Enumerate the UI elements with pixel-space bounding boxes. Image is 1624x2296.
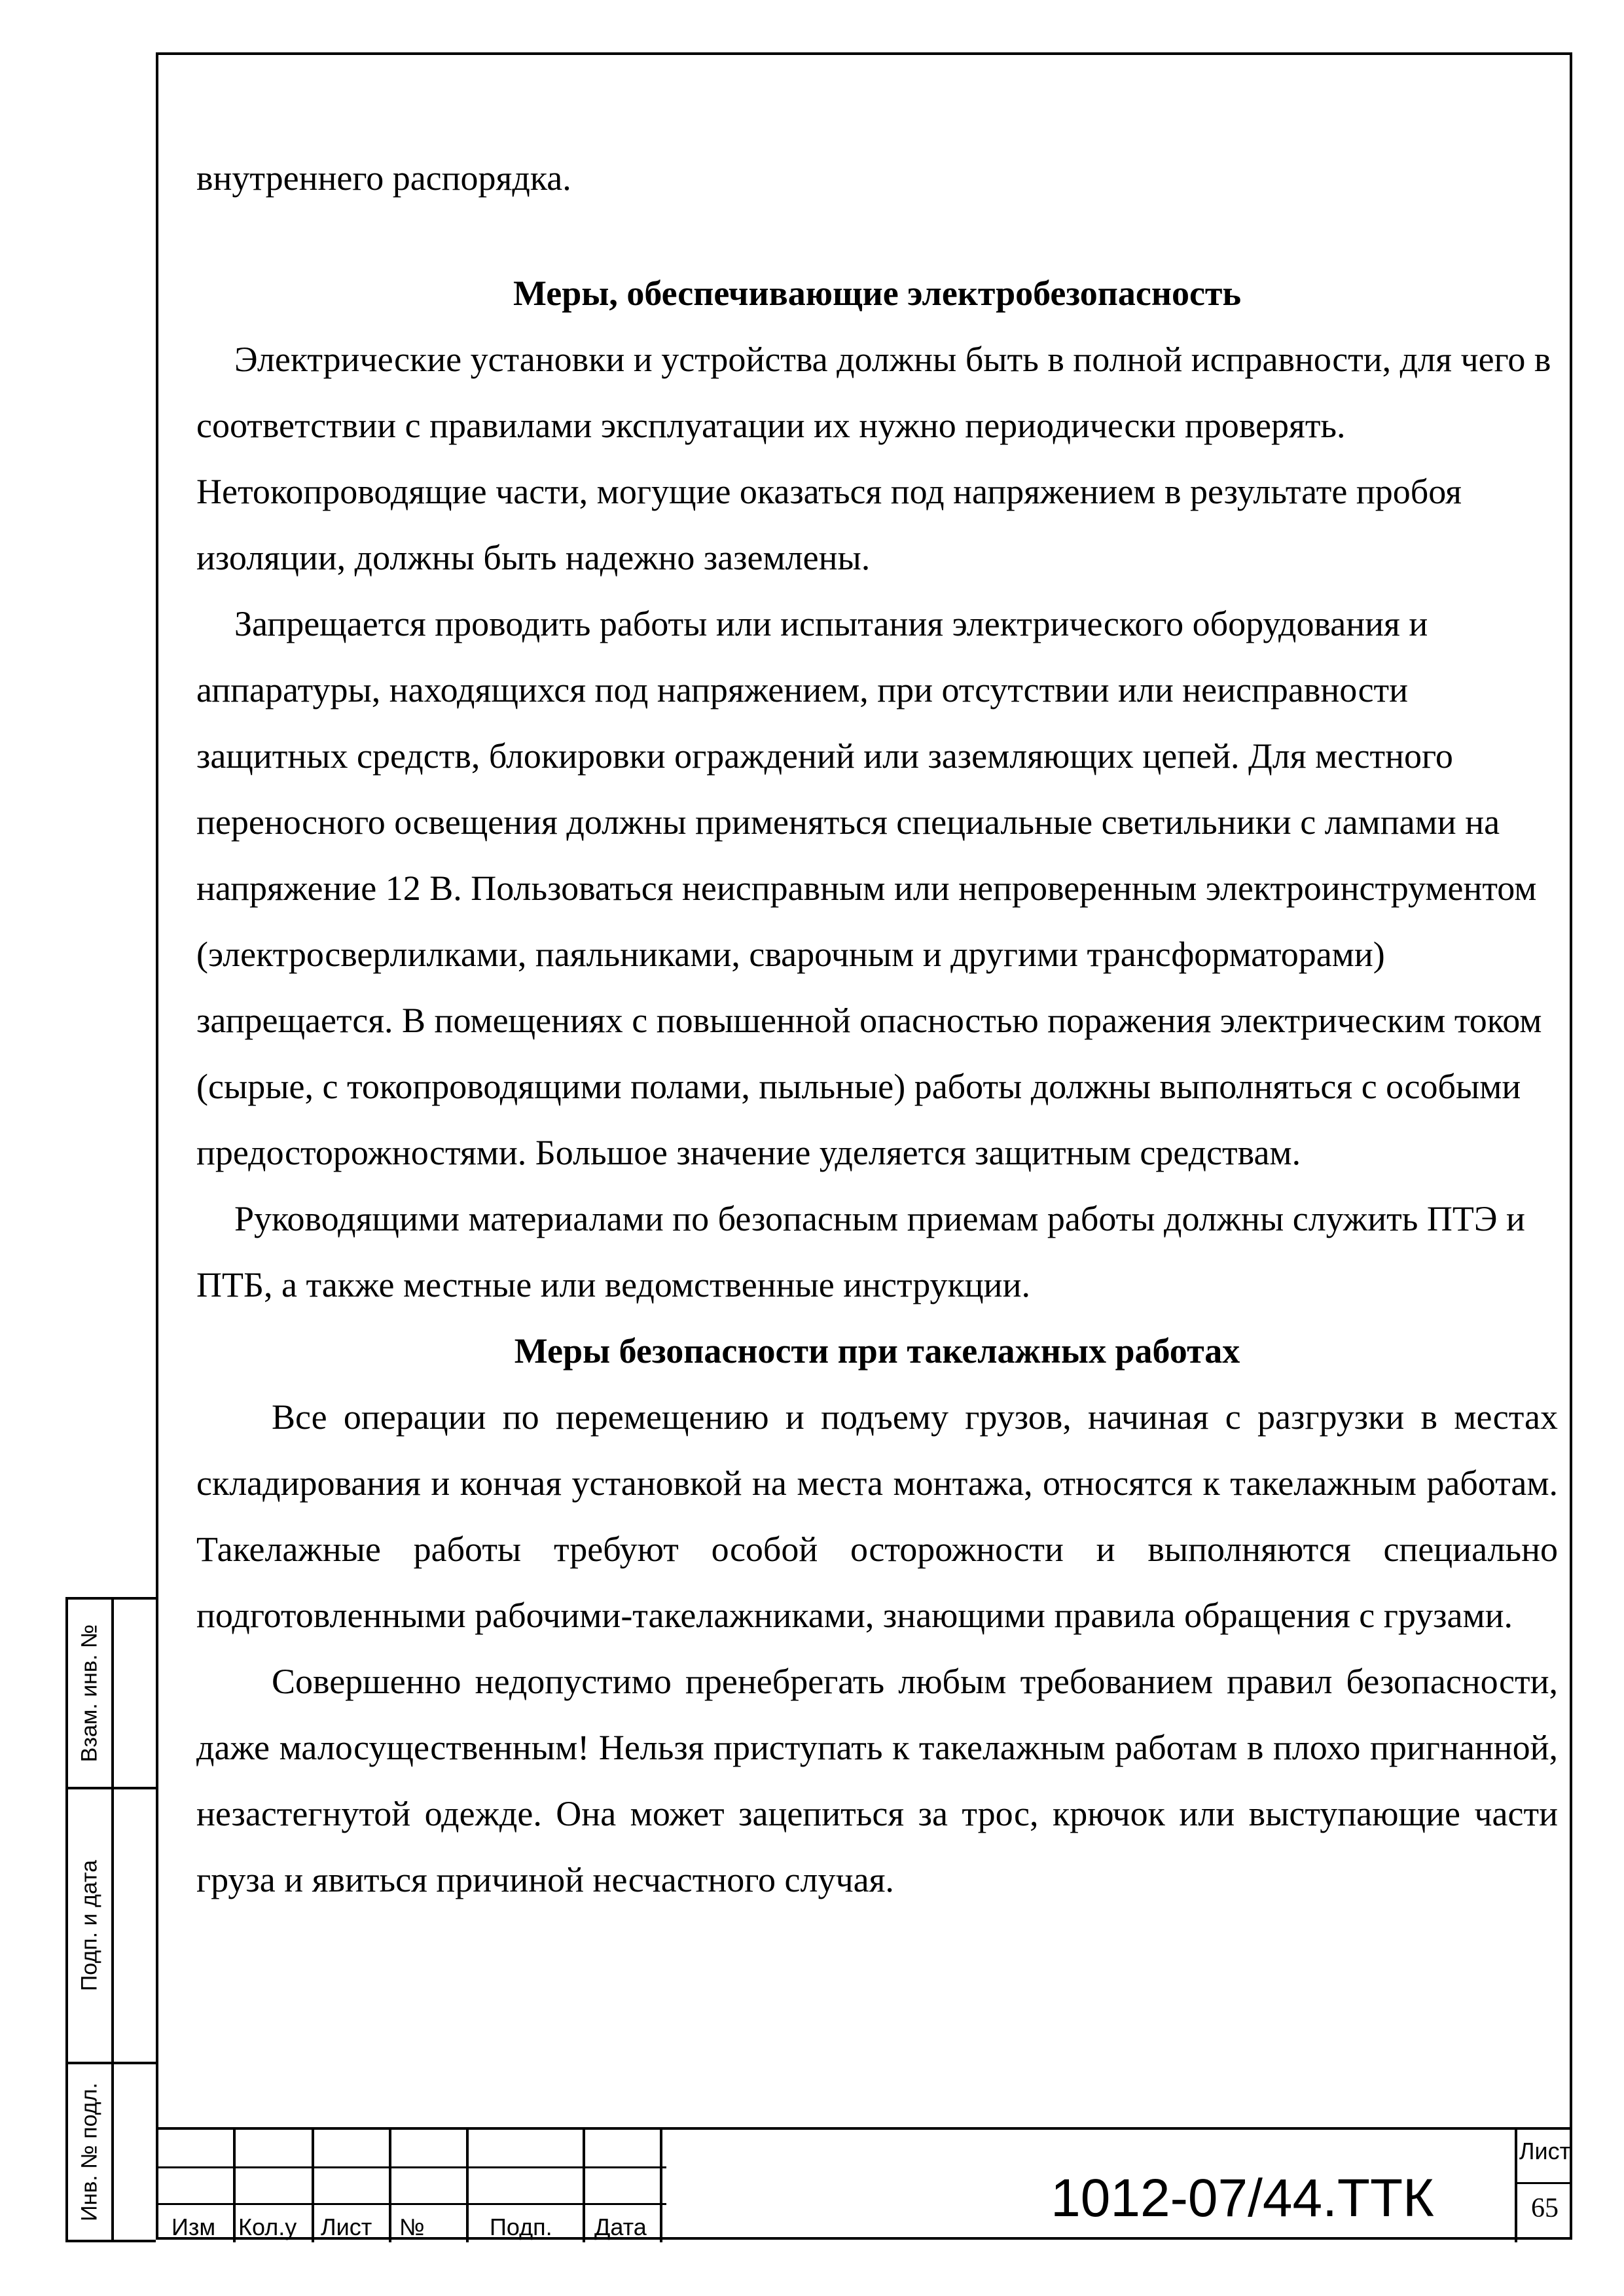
side-stamp-bottom bbox=[65, 2240, 156, 2242]
side-label-podp: Подп. и дата bbox=[77, 1859, 102, 1992]
sheet-number: 65 bbox=[1531, 2193, 1559, 2223]
section-heading-rigging-safety: Меры безопасности при такелажных работах bbox=[514, 1331, 1240, 1371]
side-stamp-podp bbox=[65, 1787, 156, 2062]
side-label-inv: Инв. № подл. bbox=[77, 2083, 102, 2221]
side-stamp-inv bbox=[65, 2062, 156, 2240]
col-izm: Изм bbox=[171, 2214, 216, 2240]
col-kol: Кол.у bbox=[238, 2214, 297, 2240]
paragraph: Совершенно недопустимо пренебрегать любым требованием правил безопасности, даже малосущественным! Нельзя приступать к такелажным работам в плохо пригнанной, незастегнутой одежде. Она может зацепиться за трос, крючок или выступающие части груза и явиться причиной несчастного случая. bbox=[196, 1662, 1558, 1899]
paragraph: Запрещается проводить работы или испытания электрического оборудования и аппаратуры, находящихся под напряжением, при отсутствии или неисправности защитных средств, блокировки ограждений или заземляющих цепей. Для местного переносного освещения должны применяться специальные светильники с лампами на напряжение 12 В. Пользоваться неисправным или непроверенным электроинструментом (электросверлилками, паяльниками, сварочным и другими трансформаторами) запрещается. В помещениях с повышенной опасностью поражения электрическим током (сырые, с токопроводящими полами, пыльные) работы должны выполняться с особыми предосторожностями. Большое значение уделяется защитным средствам. bbox=[196, 604, 1542, 1172]
col-podp: Подп. bbox=[490, 2214, 552, 2240]
col-list: Лист bbox=[321, 2214, 372, 2240]
sheet-label: Лист bbox=[1519, 2138, 1571, 2164]
paragraph: Руководящими материалами по безопасным приемам работы должны служить ПТЭ и ПТБ, а также местные или ведомственные инструкции. bbox=[196, 1199, 1525, 1304]
col-num: № bbox=[399, 2214, 425, 2240]
paragraph-continuation: внутреннего распорядка. bbox=[196, 158, 571, 198]
col-data: Дата bbox=[594, 2214, 647, 2240]
title-block bbox=[156, 2127, 1572, 2242]
section-heading-electrical-safety: Меры, обеспечивающие электробезопасность bbox=[513, 274, 1242, 313]
document-code: 1012-07/44.ТТК bbox=[1051, 2168, 1434, 2228]
paragraph: Электрические установки и устройства должны быть в полной исправности, для чего в соответствии с правилами эксплуатации их нужно периодически проверять. Нетокопроводящие части, могущие оказаться под напряжением в результате пробоя изоляции, должны быть надежно заземлены. bbox=[196, 340, 1551, 577]
side-label-vzam: Взам. инв. № bbox=[77, 1624, 102, 1763]
paragraph: Все операции по перемещению и подъему грузов, начиная с разгрузки в местах складирования и кончая установкой на места монтажа, относятся к такелажным работам. Такелажные работы требуют особой осторожности и выполняются специально подготовленными рабочими-такелажниками, знающими правила обращения с грузами. bbox=[196, 1397, 1558, 1635]
side-stamp-vzam bbox=[65, 1597, 156, 1787]
document-body bbox=[196, 145, 1558, 1913]
